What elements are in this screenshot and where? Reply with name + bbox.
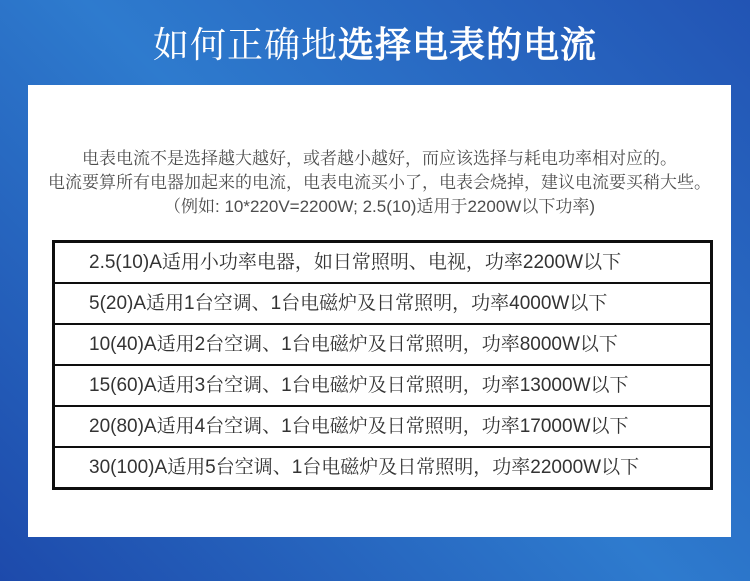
table-row: 10(40)A适用2台空调、1台电磁炉及日常照明，功率8000W以下	[55, 325, 710, 366]
title-emphasis: 选择电表的电流	[338, 24, 598, 65]
table-row: 2.5(10)A适用小功率电器，如日常照明、电视，功率2200W以下	[55, 243, 710, 284]
table-row: 15(60)A适用3台空调、1台电磁炉及日常照明，功率13000W以下	[55, 366, 710, 407]
intro-line-2: 电流要算所有电器加起来的电流，电表电流买小了，电表会烧掉，建议电流要买稍大些。	[48, 173, 711, 192]
content-card	[28, 85, 731, 537]
table-row: 30(100)A适用5台空调、1台电磁炉及日常照明，功率22000W以下	[89, 457, 640, 478]
intro-line-1: 电表电流不是选择越大越好，或者越小越好，而应该选择与耗电功率相对应的。	[82, 149, 677, 168]
title-prefix: 如何正确地	[152, 24, 338, 65]
header-banner	[0, 0, 750, 85]
table-row: 5(20)A适用1台空调、1台电磁炉及日常照明，功率4000W以下	[55, 284, 710, 325]
intro-line-3: （例如: 10*220V=2200W; 2.5(10)适用于2200W以下功率)	[164, 197, 595, 216]
table-row: 20(80)A适用4台空调、1台电磁炉及日常照明，功率17000W以下	[55, 407, 710, 448]
power-rating-table	[52, 240, 713, 490]
intro-paragraph	[28, 85, 731, 219]
page-title	[153, 17, 597, 68]
